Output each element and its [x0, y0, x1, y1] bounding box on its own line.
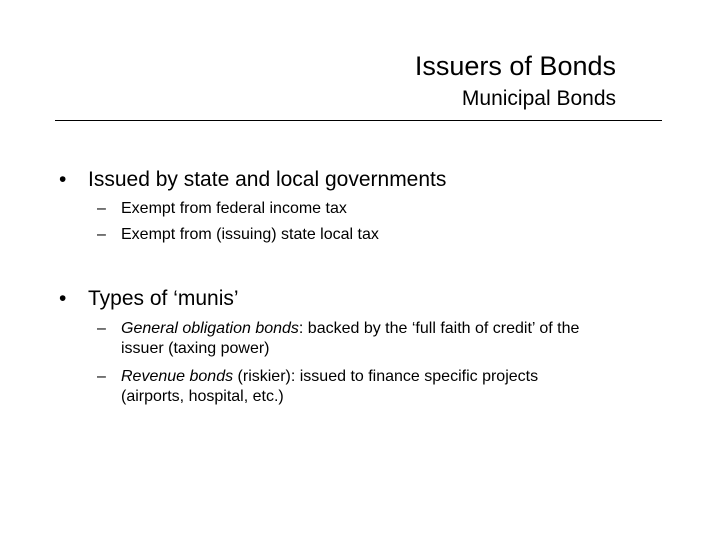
- slide-subtitle: Municipal Bonds: [461, 87, 616, 110]
- sub-item-state-exempt: [97, 225, 379, 245]
- term-general-obligation: General obligation bonds: backed by the ‘full faith of credit’ of the: [121, 320, 580, 337]
- dash-icon: –: [97, 200, 106, 217]
- term-general-obligation-cont: issuer (taxing power): [121, 340, 270, 357]
- term-revenue-bonds-cont: (airports, hospital, etc.): [121, 388, 284, 405]
- bullet-icon: •: [59, 168, 67, 191]
- bullet-issued-by: [59, 167, 446, 193]
- bullet-types-of-munis: [59, 286, 239, 312]
- title-divider: [55, 120, 662, 121]
- bullet-text: Issued by state and local governments: [88, 168, 447, 191]
- dash-icon: –: [97, 226, 106, 243]
- term-revenue-bonds: Revenue bonds (riskier): issued to finance specific projects: [121, 368, 539, 385]
- sub-item-federal-exempt: [97, 199, 347, 219]
- bullet-text: Types of ‘munis’: [88, 287, 239, 310]
- sub-item-text: Exempt from (issuing) state local tax: [121, 226, 379, 243]
- dash-icon: –: [97, 368, 106, 385]
- sub-item-revenue-bonds: [97, 367, 538, 407]
- sub-item-text: Exempt from federal income tax: [121, 200, 347, 217]
- bullet-icon: •: [59, 287, 67, 310]
- dash-icon: –: [97, 320, 106, 337]
- slide-title: Issuers of Bonds: [414, 51, 616, 81]
- sub-item-general-obligation: [97, 319, 579, 359]
